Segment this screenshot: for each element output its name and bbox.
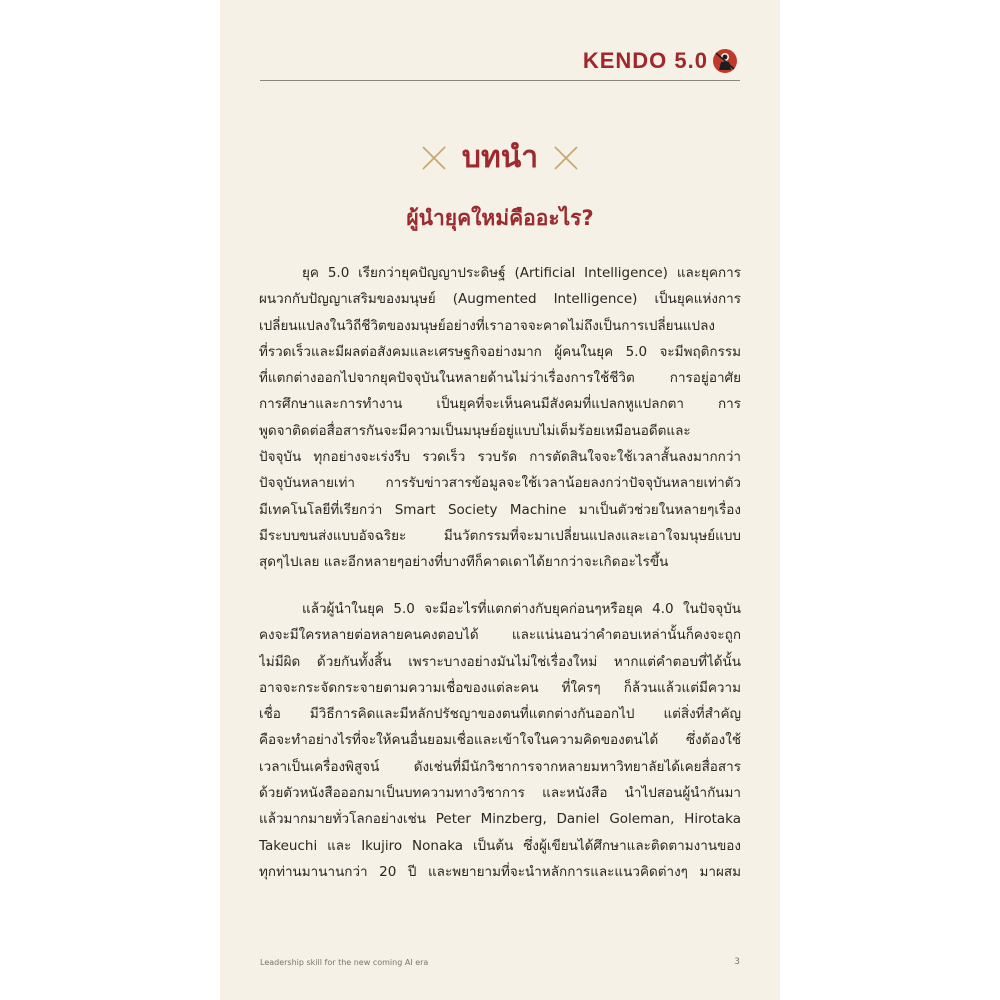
text-line: ด้วยตัวหนังสือออกมาเป็นบทความทางวิชาการ และหนังสือ นำไปสอนผู้นำกันมา [259,785,741,802]
chapter-title: บทนำ [461,140,539,175]
paragraph-2 [259,596,741,885]
text-line: Takeuchi และ Ikujiro Nonaka เป็นต้น ซึ่งผู้เขียนได้ศึกษาและติดตามงานของ [259,837,741,854]
text-line: อาจจะกระจัดกระจายตามความเชื่อของแต่ละคน ที่ใครๆ ก็ล้วนแล้วแต่มีความ [259,679,741,696]
gold-cross-ornament-icon [420,144,448,172]
text-line: ปัจจุบันหลายเท่า การรับข่าวสารข้อมูลจะใช้เวลาน้อยลงกว่าปัจจุบันหลายเท่าตัว [259,475,741,492]
text-line: พูดจาติดต่อสื่อสารกันจะมีความเป็นมนุษย์อยู่แบบไม่เต็มร้อยเหมือนอดีตและ [259,422,691,439]
text-line: มีระบบขนส่งแบบอัจฉริยะ มีนวัตกรรมที่จะมาเปลี่ยนแปลงและเอาใจมนุษย์แบบ [259,527,741,544]
text-line: เวลาเป็นเครื่องพิสูจน์ ดังเช่นที่มีนักวิชาการจากหลายมหาวิทยาลัยได้เคยสื่อสาร [259,758,741,775]
text-line: คือจะทำอย่างไรที่จะให้คนอื่นยอมเชื่อและเข้าใจในความคิดของตนได้ ซึ่งต้องใช้ [259,732,741,749]
header-divider [260,80,740,81]
text-line: ไม่มีผิด ด้วยกันทั้งสิ้น เพราะบางอย่างมันไม่ใช่เรื่องใหม่ หากแต่คำตอบที่ได้นั้น [259,653,741,670]
kendo-warrior-logo-icon [712,48,738,74]
text-line: เปลี่ยนแปลงในวิถีชีวิตของมนุษย์อย่างที่เราอาจจะคาดไม่ถึงเป็นการเปลี่ยนแปลง [259,317,715,334]
footer-tagline: Leadership skill for the new coming AI era [260,958,429,967]
book-page [220,0,780,1000]
text-line: แล้วมากมายทั่วโลกอย่างเช่น Peter Minzberg, Daniel Goleman, Hirotaka [259,811,741,828]
text-line: ยุค 5.0 เรียกว่ายุคปัญญาประดิษฐ์ (Artificial Intelligence) และยุคการ [302,265,741,281]
text-line: สุดๆไปเลย และอีกหลายๆอย่างที่บางทีก็คาดเดาได้ยากว่าจะเกิดอะไรขึ้น [259,554,669,571]
gold-cross-ornament-icon [552,144,580,172]
page-number: 3 [734,957,740,967]
text-line: ที่รวดเร็วและมีผลต่อสังคมและเศรษฐกิจอย่างมาก ผู้คนในยุค 5.0 จะมีพฤติกรรม [259,343,741,360]
text-line: คงจะมีใครหลายต่อหลายคนคงตอบได้ และแน่นอนว่าคำตอบเหล่านั้นก็คงจะถูก [259,627,741,644]
text-line: ที่แตกต่างออกไปจากยุคปัจจุบันในหลายด้านไม่ว่าเรื่องการใช้ชีวิต การอยู่อาศัย [259,370,741,387]
text-line: เชื่อ มีวิธีการคิดและมีหลักปรัชญาของตนที่แตกต่างกันออกไป แต่สิ่งที่สำคัญ [259,706,741,723]
section-subtitle: ผู้นำยุคใหม่คืออะไร? [406,206,594,230]
text-line: มีเทคโนโลยีที่เรียกว่า Smart Society Machine มาเป็นตัวช่วยในหลายๆเรื่อง [259,501,741,518]
paragraph-1 [259,260,741,576]
text-line: ปัจจุบัน ทุกอย่างจะเร่งรีบ รวดเร็ว รวบรัด การตัดสินใจจะใช้เวลาสั้นลงมากกว่า [259,449,741,466]
text-line: การศึกษาและการทำงาน เป็นยุคที่จะเห็นคนมีสังคมที่แปลกหูแปลกตา การ [259,396,741,413]
text-line: ผนวกกับปัญญาเสริมของมนุษย์ (Augmented Intelligence) เป็นยุคแห่งการ [259,291,741,308]
text-line: แล้วผู้นำในยุค 5.0 จะมีอะไรที่แตกต่างกับยุคก่อนๆหรือยุค 4.0 ในปัจจุบัน [302,601,741,617]
text-line: ทุกท่านมานานกว่า 20 ปี และพยายามที่จะนำหลักการและแนวคิดต่างๆ มาผสม [259,863,741,880]
chapter-heading [220,134,780,181]
brand-title: KENDO 5.0 [582,48,708,73]
brand-header [583,48,738,74]
